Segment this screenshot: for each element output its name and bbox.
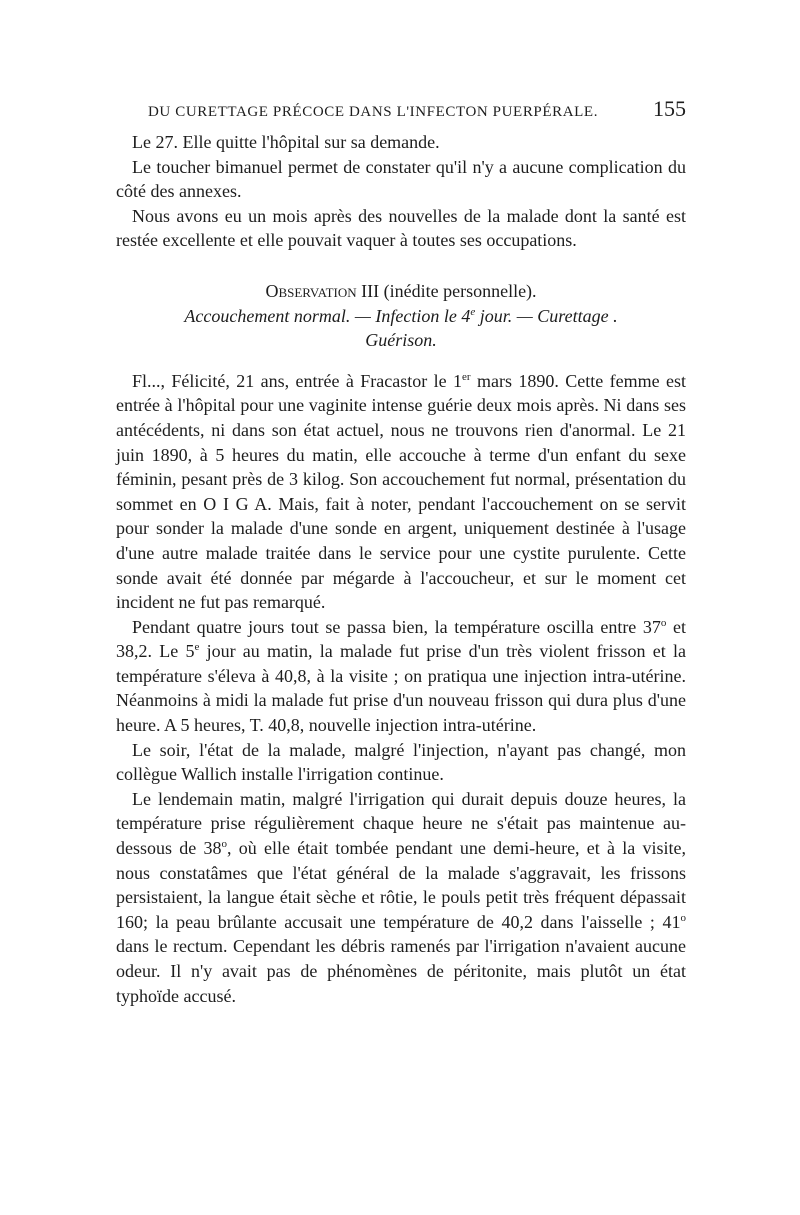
subtitle-superscript: e [470, 305, 476, 318]
superscript: e [194, 641, 200, 654]
paragraph-departure: Le 27. Elle quitte l'hôpital sur sa demande. [132, 132, 440, 152]
paragraph-follow-up: Nous avons eu un mois après des nouvelles de la malade dont la santé est restée excellente et elle pouvait vaquer à toutes ses occupations. [116, 205, 686, 251]
text-run: dans le rectum. Cependant les débris ramenés par l'irrigation n'avaient aucune odeur. Il n'y avait pas de phénomènes de péritonite, mais plutôt un état typhoïde accusé. [116, 936, 686, 1006]
subtitle-line-2: Guérison. [365, 330, 437, 351]
text-run: Le lendemain matin, malgré l'irrigation qui durait depuis douze heures, la température prise régulièrement chaque heure ne s'était pas maintenue au-dessous de 38 [116, 788, 686, 859]
observation-note: (inédite personnelle). [383, 280, 537, 301]
observation-heading [116, 279, 686, 304]
paragraph-irrigation: Le soir, l'état de la malade, malgré l'injection, n'ayant pas changé, mon collègue Wallich installe l'irrigation continue. [116, 739, 686, 785]
text-run: , où elle était tombée pendant une demi-heure, et à la visite, nous constatâmes que l'état général de la malade s'aggravait, les frissons persistaient, la langue était sèche et rôtie, le pouls petit très fréquent dépassait 160; la peau brûlante accusait une température de 40,2 dans l'aisselle ; 41 [116, 838, 686, 932]
text-run: Fl..., Félicité, 21 ans, entrée à Fracastor le 1 [132, 370, 463, 391]
observation-label-initial: O [265, 280, 279, 301]
paragraph-next-morning [116, 787, 686, 1008]
intro-text [116, 130, 686, 253]
degree-sign: o [221, 838, 227, 851]
book-page [116, 96, 686, 1008]
superscript: er [462, 370, 471, 383]
text-run: Pendant quatre jours tout se passa bien, la température oscilla entre 37 [132, 616, 661, 637]
paragraph-fever-onset [116, 615, 686, 738]
degree-sign: o [660, 616, 667, 629]
subtitle-line-1 [116, 304, 686, 329]
text-run: et 38,2. Le 5 [116, 616, 686, 662]
observation-number: III [361, 280, 380, 301]
page-number: 155 [653, 96, 686, 121]
subtitle-text: Accouchement normal. — Infection le 4 [184, 305, 471, 326]
subtitle-text-end: jour. — Curettage . [475, 305, 618, 326]
paragraph-exam: Le toucher bimanuel permet de constater qu'il n'y a aucune complication du côté des annexes. [116, 156, 686, 202]
running-title: DU CURETTAGE PRÉCOCE DANS L'INFECTON PUERPÉRALE. [148, 104, 599, 120]
running-head [116, 96, 686, 130]
text-run: mars 1890. Cette femme est entrée à l'hôpital pour une vaginite intense guérie deux mois après. Ni dans ses antécédents, ni dans son état actuel, nous ne trouvons rien d'anormal. Le 21 juin 1890, à 5 heures du matin, elle accouche à terme d'un enfant du sexe féminin, pesant près de 3 kilog. Son accouchement fut normal, présentation du sommet en O I G A. Mais, fait à noter, pendant l'accouchement on se servit pour sonder la malade d'une sonde en argent, uniquement destinée à l'usage d'une autre malade traitée dans le service pour une cystite purulente. Cette sonde avait été donnée par mégarde à l'accoucheur, et sur le moment cet incident ne fut pas remarqué. [116, 370, 686, 613]
paragraph-admission [116, 369, 686, 615]
observation-subtitle [116, 304, 686, 353]
degree-sign: o [680, 911, 686, 924]
observation-body [116, 369, 686, 1008]
observation-label-rest: bservation [278, 280, 357, 301]
text-run: jour au matin, la malade fut prise d'un très violent frisson et la température s'éleva à 40,8, à la visite ; on pratiqua une injection intra-utérine. Néanmoins à midi la malade fut prise d'un nouveau frisson qui dura plus d'une heure. A 5 heures, T. 40,8, nouvelle injection intra-utérine. [116, 641, 687, 736]
